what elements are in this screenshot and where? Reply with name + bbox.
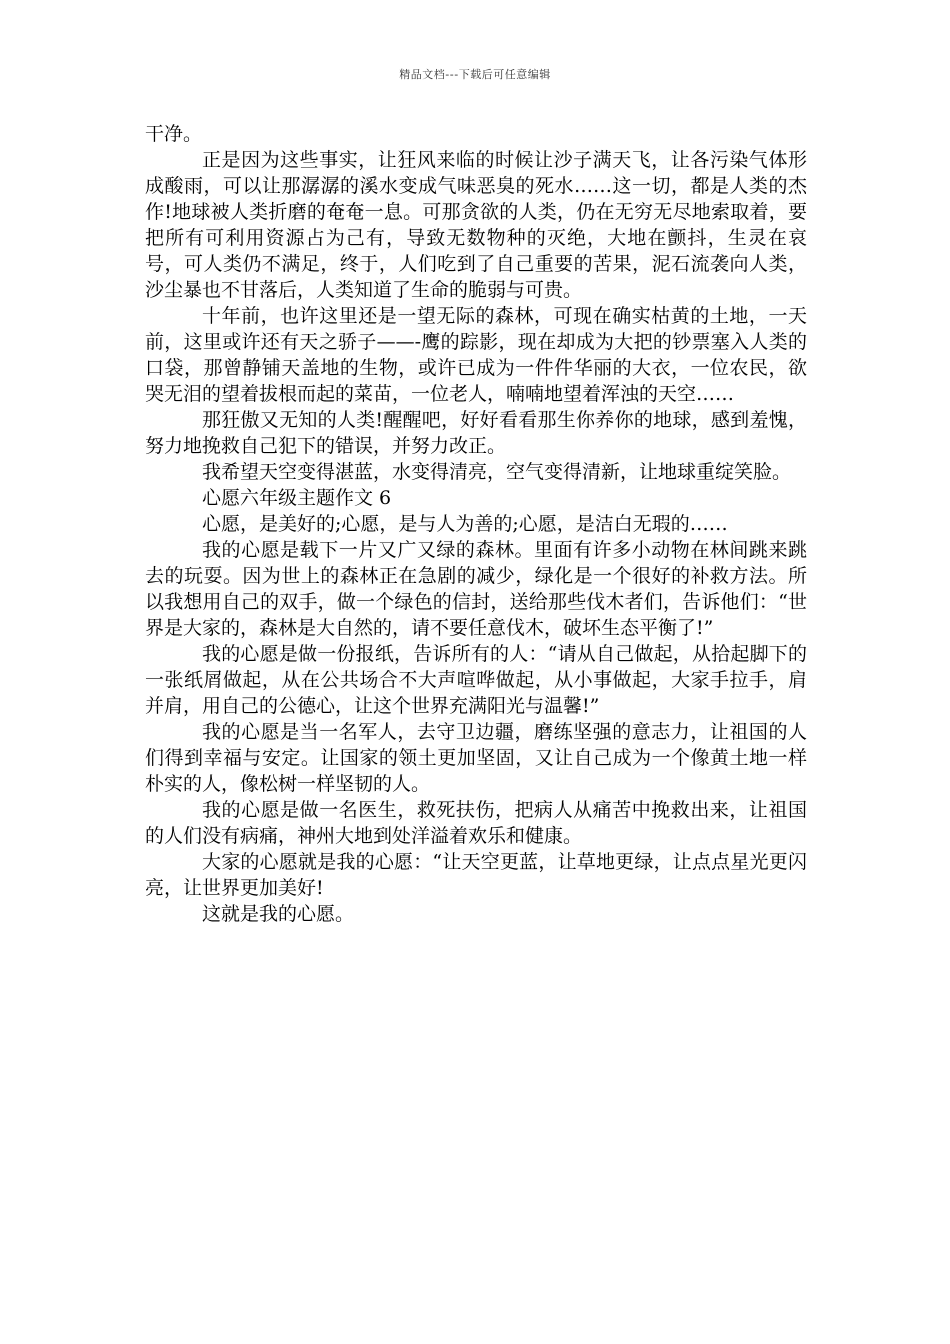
paragraph: 我的心愿是做一名医生，救死扶伤，把病人从痛苦中挽救出来，让祖国的人们没有病痛，神州大地到处洋溢着欢乐和健康。 bbox=[145, 799, 807, 847]
paragraph: 心愿，是美好的;心愿，是与人为善的;心愿，是洁白无瑕的…… bbox=[202, 513, 728, 535]
paragraph: 十年前，也许这里还是一望无际的森林，可现在确实枯黄的土地，一天前，这里或许还有天之骄子——-鹰的踪影，现在却成为大把的钞票塞入人类的口袋，那曾静铺天盖地的生物，或许已成为一件件华丽的大衣，一位农民，欲哭无泪的望着拔根而起的菜苗，一位老人，喃喃地望着浑浊的天空…… bbox=[145, 305, 807, 405]
document-body bbox=[145, 121, 807, 927]
paragraph: 那狂傲又无知的人类!醒醒吧，好好看看那生你养你的地球，感到羞愧，努力地挽救自己犯下的错误，并努力改正。 bbox=[145, 409, 807, 457]
paragraph: 我的心愿是载下一片又广又绿的森林。里面有许多小动物在林间跳来跳去的玩耍。因为世上的森林正在急剧的减少，绿化是一个很好的补救方法。所以我想用自己的双手，做一个绿色的信封，送给那些伐木者们，告诉他们：“世界是大家的，森林是大自然的，请不要任意伐木，破坏生态平衡了!” bbox=[145, 539, 807, 639]
paragraph: 干净。 bbox=[145, 123, 203, 145]
paragraph: 大家的心愿就是我的心愿：“让天空更蓝，让草地更绿，让点点星光更闪亮，让世界更加美好! bbox=[145, 851, 807, 899]
paragraph: 这就是我的心愿。 bbox=[202, 903, 355, 925]
section-heading: 心愿六年级主题作文 6 bbox=[202, 487, 392, 509]
paragraph: 正是因为这些事实，让狂风来临的时候让沙子满天飞，让各污染气体形成酸雨，可以让那潺潺的溪水变成气味恶臭的死水……这一切，都是人类的杰作!地球被人类折磨的奄奄一息。可那贪欲的人类，仍在无穷无尽地索取着，要把所有可利用资源占为己有，导致无数物种的灭绝，大地在颤抖，生灵在哀号，可人类仍不满足，终于，人们吃到了自己重要的苦果，泥石流袭向人类，沙尘暴也不甘落后，人类知道了生命的脆弱与可贵。 bbox=[145, 149, 807, 301]
paragraph: 我的心愿是做一份报纸，告诉所有的人：“请从自己做起，从拾起脚下的一张纸屑做起，从在公共场合不大声喧哗做起，从小事做起，大家手拉手，肩并肩，用自己的公德心，让这个世界充满阳光与温馨!” bbox=[145, 643, 807, 717]
paragraph: 我希望天空变得湛蓝，水变得清亮，空气变得清新，让地球重绽笑脸。 bbox=[202, 461, 792, 483]
paragraph: 我的心愿是当一名军人，去守卫边疆，磨练坚强的意志力，让祖国的人们得到幸福与安定。让国家的领土更加坚固，又让自己成为一个像黄土地一样朴实的人，像松树一样坚韧的人。 bbox=[145, 721, 807, 795]
page-header: 精品文档---下载后可任意编辑 bbox=[399, 68, 551, 81]
